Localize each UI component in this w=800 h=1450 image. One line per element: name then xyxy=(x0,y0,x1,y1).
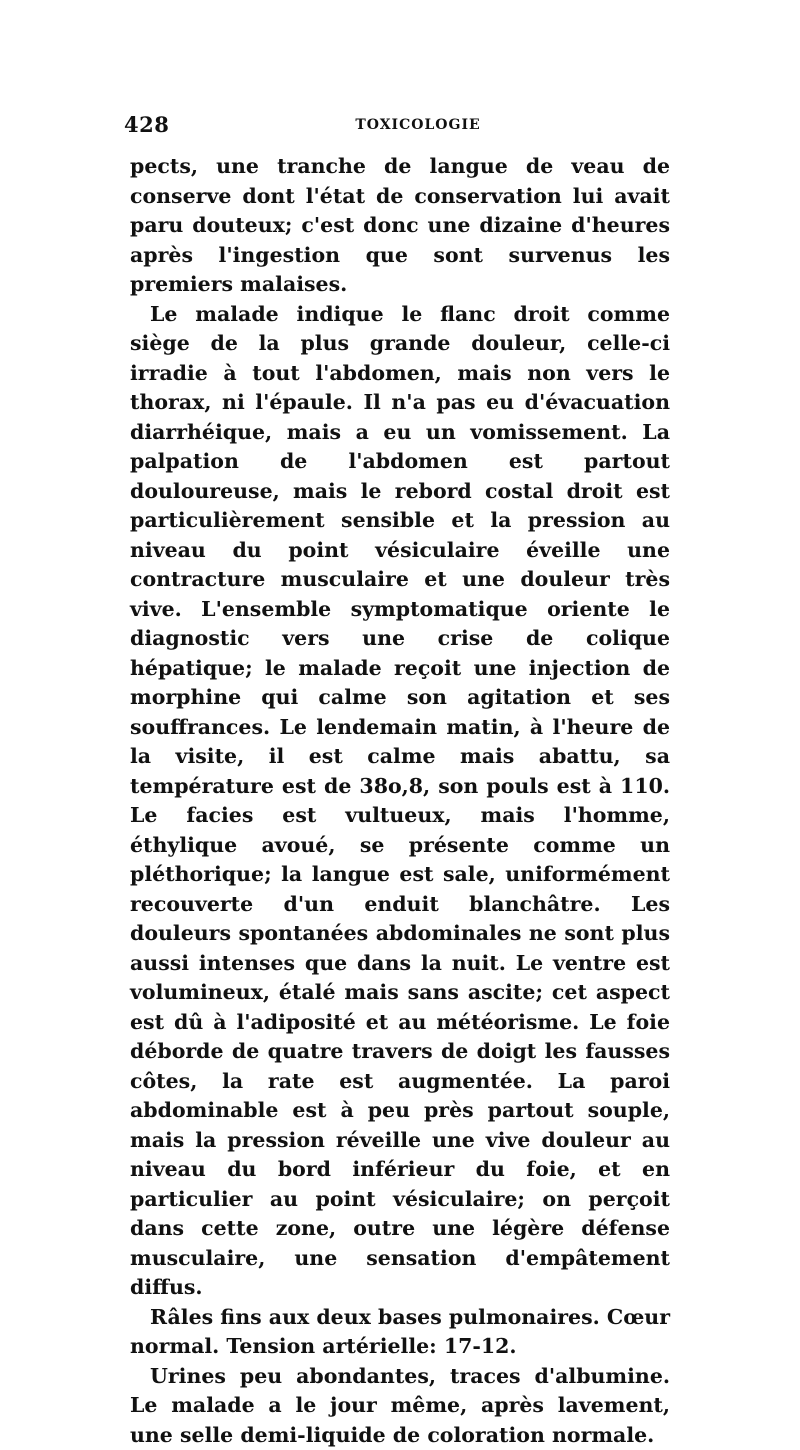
page-number: 428 xyxy=(124,112,169,137)
paragraph-lungs-heart: Râles fins aux deux bases pulmonaires. Cœur normal. Tension artérielle: 17-12. xyxy=(130,1303,670,1362)
paragraph-urine: Urines peu abondantes, traces d'albumine. Le malade a le jour même, après lavement, une selle demi-liquide de coloration normale. xyxy=(130,1362,670,1450)
paragraph-symptoms: Le malade indique le flanc droit comme siège de la plus grande douleur, celle-ci irradie à tout l'abdomen, mais non vers le thorax, ni l'épaule. Il n'a pas eu d'évacuation diarrhéique, mais a eu un vomissement. La palpation de l'abdomen est partout douloureuse, mais le rebord costal droit est particulièrement sensible et la pression au niveau du point vésiculaire éveille une contracture musculaire et une douleur très vive. L'ensemble symptomatique oriente le diagnostic vers une crise de colique hépatique; le malade reçoit une injection de morphine qui calme son agitation et ses souffrances. Le lendemain matin, à l'heure de la visite, il est calme mais abattu, sa température est de 38o,8, son pouls est à 110. Le facies est vultueux, mais l'homme, éthylique avoué, se présente comme un pléthorique; la langue est sale, uniformément recouverte d'un enduit blanchâtre. Les douleurs spontanées abdominales ne sont plus aussi intenses que dans la nuit. Le ventre est volumineux, étalé mais sans ascite; cet aspect est dû à l'adiposité et au météorisme. Le foie déborde de quatre travers de doigt les fausses côtes, la rate est augmentée. La paroi abdominable est à peu près partout souple, mais la pression réveille une vive douleur au niveau du bord inférieur du foie, et en particulier au point vésiculaire; on perçoit dans cette zone, outre une légère défense musculaire, une sensation d'empâtement diffus. xyxy=(130,300,670,1303)
body-text xyxy=(130,152,670,1450)
running-title: TOXICOLOGIE xyxy=(124,117,672,133)
page-header xyxy=(124,112,672,142)
paragraph-continuation: pects, une tranche de langue de veau de conserve dont l'état de conservation lui avait paru douteux; c'est donc une dizaine d'heures après l'ingestion que sont survenus les premiers malaises. xyxy=(130,152,670,300)
